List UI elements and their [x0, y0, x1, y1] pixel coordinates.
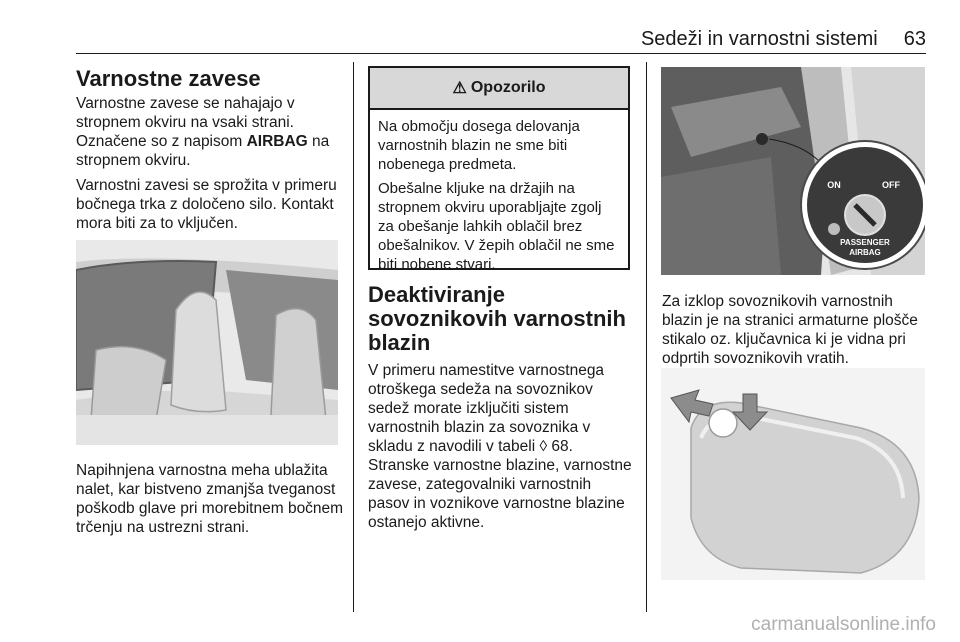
header-rule [76, 53, 926, 54]
column-divider-2 [646, 62, 647, 612]
paragraph: Napihnjena varnostna meha ublažita nalet, kar bistveno zmanjša tveganost poškodb glave pri morebitnem bočnem trčenju na ustrezni strani. [76, 462, 344, 536]
key-illustration [661, 368, 925, 580]
warning-paragraph: Obešalne kljuke na držajih na stropnem okviru uporabljajte zgolj za obešanje lahkih oblačil brez obešalnikov. V žepih oblačil ne sme biti nobene stvari. [378, 180, 615, 273]
paragraph: V primeru namestitve varnostnega otroškega sedeža na sovoznikov sedež morate izključiti sistem varnostnih blazin za sovoznika v skladu z navodili v tabeli ◊ 68. Stranske varnostne blazine, varnostne zavese, zategovalniki varnostnih pasov in voznikove varnostne blazine ostanejo aktivne. [368, 362, 632, 531]
section-heading-deactivation: Deaktiviranje sovoznikovih varnostnih blazin [368, 282, 626, 355]
left-column [76, 67, 344, 239]
warning-header [370, 68, 628, 110]
paragraph: Za izklop sovoznikovih varnostnih blazin je na stranici armaturne plošče stikalo oz. ključavnica ki je vidna pri odprtih sovoznikovih vratih. [662, 293, 918, 367]
car-interior-drawing [76, 240, 338, 445]
left-column-bottom [76, 461, 344, 543]
column-divider-1 [353, 62, 354, 612]
middle-column [368, 283, 636, 538]
section-heading-curtains: Varnostne zavese [76, 66, 261, 91]
text-run: Varnostne zavese se nahajajo v stropnem okviru na vsaki strani. Označene so z napisom [76, 95, 295, 150]
key-drawing [661, 368, 925, 580]
switch-label-airbag: AIRBAG [849, 248, 881, 257]
switch-off-label: OFF [882, 180, 900, 190]
header-title: Sedeži in varnostni sistemi [640, 28, 878, 50]
dashboard-drawing [661, 67, 925, 275]
paragraph: Varnostni zavesi se sprožita v primeru bočnega trka z določeno silo. Kontakt mora biti za to vključen. [76, 177, 337, 232]
airbag-label: AIRBAG [246, 133, 308, 150]
text-run: na stropnem okviru. [76, 133, 330, 169]
watermark: carmanualsonline.info [751, 614, 936, 635]
paragraph [76, 94, 344, 170]
warning-body [370, 110, 628, 274]
warning-icon: ⚠ [452, 80, 467, 97]
running-header [76, 28, 926, 50]
warning-paragraph: Na območju dosega delovanja varnostnih blazin ne sme biti nobenega predmeta. [378, 118, 580, 173]
warning-box [368, 66, 630, 273]
switch-on-label: ON [827, 180, 841, 190]
warning-title: Opozorilo [470, 79, 546, 96]
passenger-airbag-switch-illustration [661, 67, 925, 275]
right-column [662, 292, 930, 374]
switch-label-passenger: PASSENGER [840, 238, 890, 247]
curtain-airbag-illustration [76, 240, 338, 445]
page-number: 63 [903, 28, 926, 50]
